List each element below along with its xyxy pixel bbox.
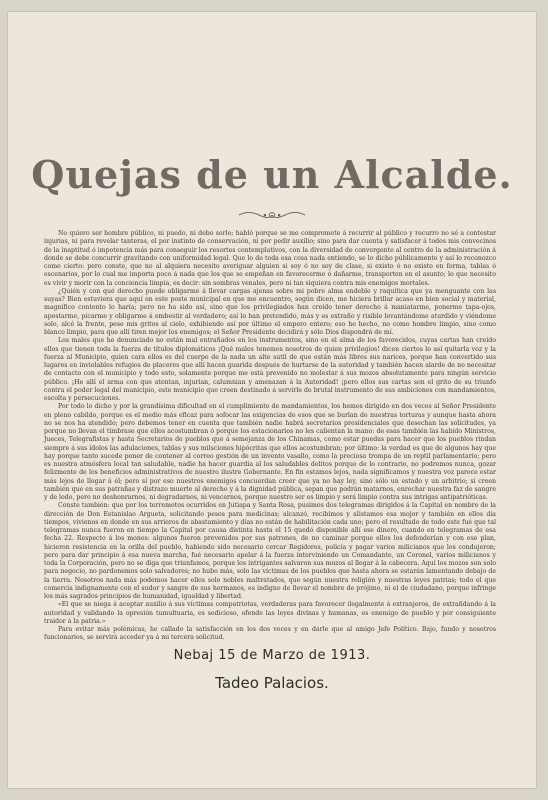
paragraph: «El que se niega á aceptar auxilio á sus víctimas compatriotas, verdaderas para favorecer ilegalmente á extranjeros, de extrañdando á la autoridad y validando la opresión tumultuaria, es sedicioso, ofende las leyes divinas y humanas, es enemigo de pueblo y por consiguiente traidor á la patria.» [44,601,496,625]
paragraph: Conste también: que por los terremotos ocurridos en Jutiapa y Santa Rosa, pusimos dos telegramas dirigidos á la Capital en nombre de la dirección de Don Estanislao Argueta, solicitando pesos para medicinas; alcanzó, recibimos y alistamos esa mojor y también en ellos dia tiempos, vivienos en donde en sus arrieros de abastamiento y días no están de habilitación cada uno; pero el resultado de todo este fué que tal telegramas nunca fueron en tiempo la Capital por causa distinta hasta el 15 quedó disponible allí ese dinero, cuando en telegramas de esa fecha 22. Respecto á los monos: algunos fueron prevenidos por sus patrones, de no caminar porque ellos los defenderían y con ese plan, hicieron resistencia en la orilla del pueblo, habiendo sido necesario cercar Regidores, policía y pagar varios milicianos que los condujeron; pero para dar principio á esa nueva marcha, fué necesario apelar á la fuerza interviniendo un Comandante, un Coronel, varios milicianos y toda la Corporación, pero no se diga que triunfamos, porque los intrigantes salvaron sus mozos al llegar á la cabecera. Aquí los mozos son solo para negocio, no pardonemos solo salvadores; no hubo más, solo las víctimas de los pueblos que hasta ahora se estarán lamentando debajo de la tierra. Nosotros nada más podemos hacer ellos solo nobles maltratados, que según nuestra religión y nuestras leyes patrias; todo el que comercia indignamente con el sudor y sangre de sus hermanos, es indigno de llevar el nombre de prójimo, ni el de ciudadano, porque infringe los más sagrados principios de humanidad, igualdad y libertad. [44,502,496,600]
paragraph: ¿Quién y con qué derecho puede obligarme á llevar cargas ajenas sobre mi pobre alma endeble y raquítica que ya menguante con las suyas? Bien estuviera que aquí en este poste municipal en que me encuentro, según dicen, me hiciera brillar acaso en bien social y material, magnífico contento lo haría; pero no ha sido así, sino que los privilegiados han creído tener derecho á maniatarme, ponerme tapa-ojos, apostarme, picarme y obligarme á embestir al verdadero; así lo han pretendido, más y es extraño y risible levantándome aturdido y viéndome solo, alcé la frente, pese mis gritos al cielo, exhibiendo así por último el empero entero; eso he hecho, no como hombre limpio, sino como blanco limpio, para que allí tiren mejor los enemigos; el Señor Presidente decidirá y sólo Dios dispondrá de mí. [44,287,496,336]
paragraph: Para evitar más polémicas, he callado la satisfacción en los dos veces y en darle que al amigo Jefe Político. Bajo, fundo y nosotros funcionarios, se servirá acceder ya á mi tercera solicitud. [44,626,496,642]
document-body [44,230,496,643]
document-sheet [8,12,536,788]
place-date: Nebaj 15 de Marzo de 1913. [173,648,371,663]
signature-name: Tadeo Palacios. [215,674,329,692]
document-title: Quejas de un Alcalde. [31,152,513,197]
paragraph: No quiero ser hombre público, ni puedo, ni debo serlo; habló porque se me compromete á recurrir al público y recurro no sé a contestar injurias, ni para revelar tanteras, el por instinto de conservación, ni por pedir auxilio; sino para dar cuenta y satisfacer á todos mis convecinos de la inaptitud ó impotencia más para conseguir los resortes contemplativos, con la diversidad de convergente al centro de la administración á donde se debe concurrir gravitando con uniformidad legal. Que lo de toda esa cosa nada entiendo, se lo dicho públicamente y así lo reconozco como cierto: pero conste, que no al alquiera necesito averiguar alguien si soy ó no soy de clase, si existo ó no existo en forma, tablas ó escenarios, por lo cual me importa poco á nada que los que se empeñan en favorecerme ó dañarme, transporten en el asunto; lo que necesito es vivir y morir con la conciencia limpia, es decir: sin sombras venales, pero ni tan siquiera contra mis enemigos mortales. [44,230,496,287]
paragraph: Los males que he denunciado no están mal entrañados en los instrumentos, sino en el alma de los favorecidos, cuyas cartas han creído ellos que tienen toda la fuerza de títulos diplomáticos ¡Qué males tenemos nosotros de quien privilegios! dicen ciertos lo así quitarla voz y la fuerza al Municipio, quien cara ellos es del cuerpo de la nada un alte sutil de que están más libres sus narices, porque han convertido sus lugares en inviolables refugios de placeres que allí hacen guarida después de hurtarse de la autoridad y también hacen alarde de no necesitar de contacto con el municipio y todo esto, solamente porque me está prevenido no molestar á sus mozos absolutamente para ningún servicio público. ¡He allí el arma con que atentan, injurian, calumnian y amenazan á la Autoridad! ¡pero ellos sus cartas son el grito de su triunfo contra el poder legal del municipio, este municipio que creen destinado á servirle de brutal instrumento de sus ambiciones con mandamientos, escolta y persecuciones. [44,337,496,402]
ornament-divider-icon [237,208,307,222]
paragraph: Por todo lo dicho y por la grandísima dificultad en el cumplimiento de mandamientos, los hemos dirigido en dos veces al Señor Presidente en pleno cabildo, porque es el medio más eficaz para sofocar las exigencias de esos que se burlan de nuestras torturas y aunque hasta ahora no se nos ha atendido; pero debemos tener en cuenta que también nadie habrá secretarios presidenciales que desechan las solicitudes, ya porque no llevan el timbrase que ellos acostumbran ó porque los estacionarios no les calientan la mano: de esas también las habido Ministros, Jueces, Telegrafistas y hasta Secretarios de pueblos que á semejanza de los Chinamas, como estar puedas para hacer que los pueblos rindan siempre á sus ídolos las adulaciones, tablas y sus milsciones hipócritas que ellos acostumbran; por último: la verdad es que de algunos hay que hay porque tanto sucede poner de contener al correo gestión de un invento vasallo, como la preciosa trompa de un reptil parlamentario; pero es nuestra atmósfera local tan saludable, nadie ha hacer guardia al los saludables delitos porque de lo contrario, no podremos nunca, gozar felizmente de los beneficios administrativos de nuestro ilustre Gobernante. En fin estamos lejos, nada significamos y nuestra voz parece estar más lejos de llegar á él; pero sí por eso nuestros enemigos concuerdan creer que ya no hay ley, sino sólo un estado y un arbitrio; si creen también que en sus patrañas y distrazo muerte al derecho y á la dignidad pública, sepan que podrán matarnos, enrochar nuestra faz de sangre y de lodo, pero no deshonrarnos, ni degradarnos, ni vencernos, porque nuestro ser es limpio y será limpio contra sus intrigas antipatrióticas. [44,403,496,501]
